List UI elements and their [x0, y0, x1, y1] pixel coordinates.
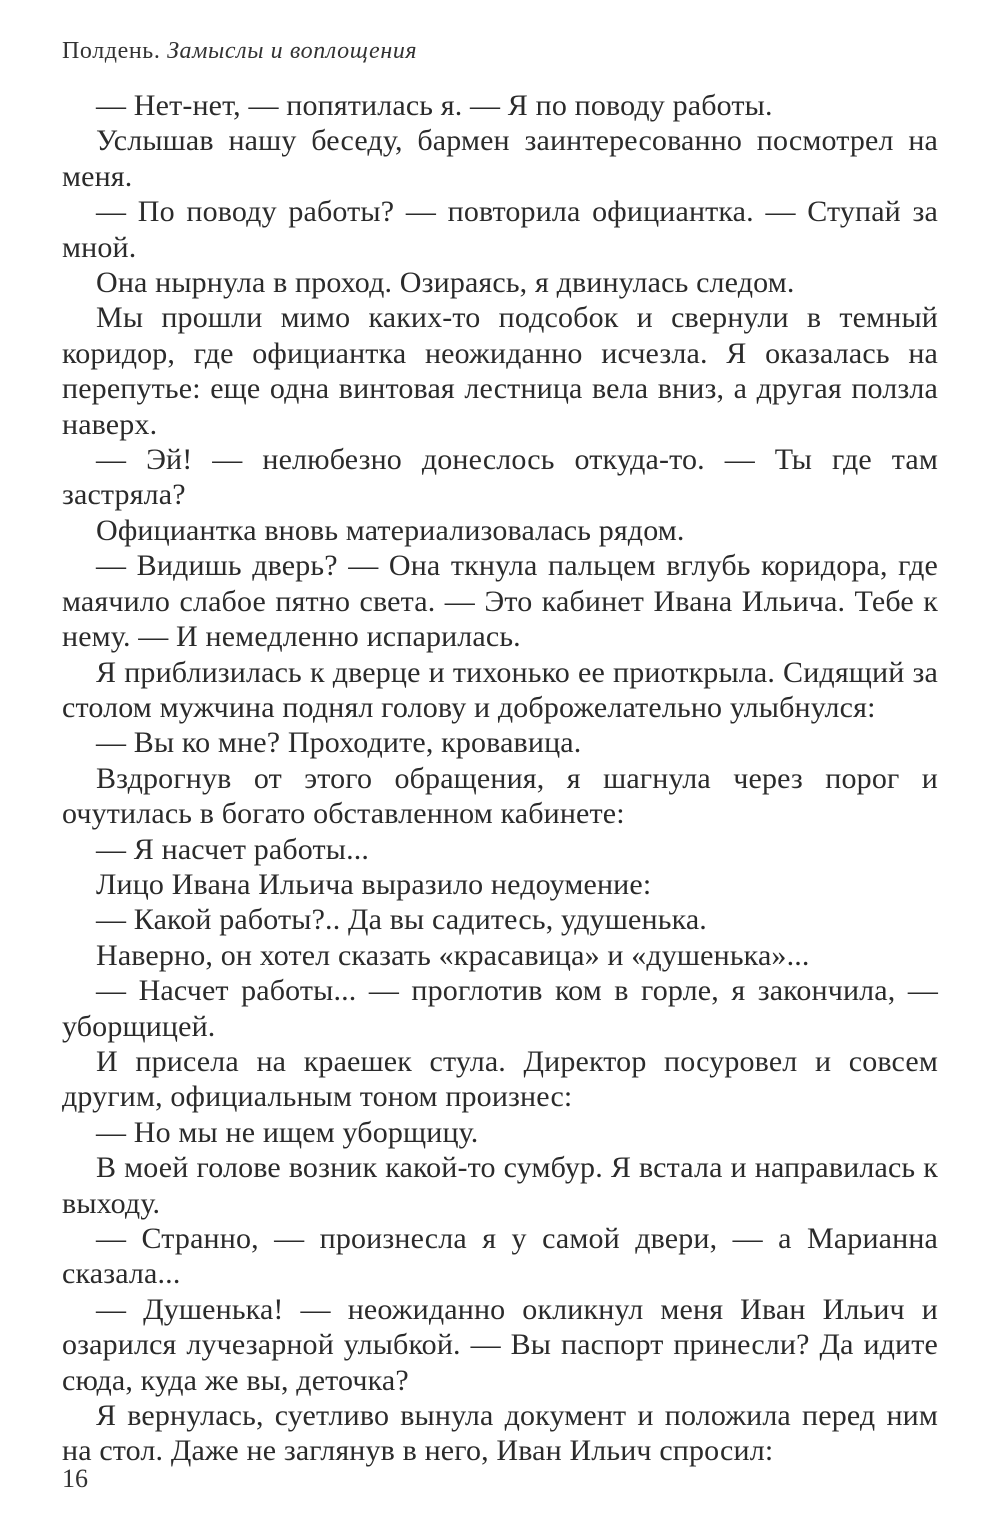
- paragraph: — Душенька! — неожиданно окликнул меня Иван Ильич и озарился лучезарной улыбкой. — Вы паспорт принесли? Да идите сюда, куда же вы, деточка?: [62, 1292, 938, 1397]
- paragraph: Услышав нашу беседу, бармен заинтересованно посмотрел на меня.: [62, 124, 938, 193]
- paragraph: Официантка вновь материализовалась рядом.: [96, 513, 685, 547]
- paragraph: — Я насчет работы...: [96, 832, 370, 866]
- paragraph: Она нырнула в проход. Озираясь, я двинулась следом.: [96, 266, 795, 300]
- paragraph: — Вы ко мне? Проходите, кровавица.: [96, 726, 582, 760]
- page-number: 16: [62, 1464, 88, 1493]
- paragraph: — Нет-нет, — попятилась я. — Я по поводу работы.: [96, 89, 773, 122]
- paragraph: — Какой работы?.. Да вы садитесь, удушенька.: [96, 903, 707, 937]
- paragraph: Вздрогнув от этого обращения, я шагнула через порог и очутилась в богато обставленном кабинете:: [62, 761, 938, 831]
- paragraph: Я вернулась, суетливо вынула документ и положила перед ним на стол. Даже не заглянув в него, Иван Ильич спросил:: [62, 1399, 938, 1468]
- paragraph: Наверно, он хотел сказать «красавица» и «душенька»...: [96, 938, 810, 972]
- running-head-chapter: Замыслы и воплощения: [167, 38, 418, 64]
- running-head-section: Полдень.: [62, 38, 161, 64]
- paragraph: — Странно, — произнесла я у самой двери, — а Марианна сказала...: [62, 1222, 938, 1291]
- body-text: [62, 88, 938, 1469]
- paragraph: — Насчет работы... — проглотив ком в горле, я закончила, — уборщицей.: [62, 974, 938, 1043]
- paragraph: В моей голове возник какой-то сумбур. Я встала и направилась к выходу.: [62, 1151, 938, 1220]
- running-head: [62, 38, 417, 65]
- paragraph: — По поводу работы? — повторила официантка. — Ступай за мной.: [62, 195, 938, 264]
- paragraph: Мы прошли мимо каких-то подсобок и свернули в темный коридор, где официантка неожиданно исчезла. Я оказалась на перепутье: еще одна винтовая лестница вела вниз, а другая ползла наверх.: [62, 301, 938, 441]
- paragraph: — Эй! — нелюбезно донеслось откуда-то. — Ты где там застряла?: [62, 443, 938, 512]
- paragraph: — Но мы не ищем уборщицу.: [96, 1115, 479, 1149]
- paragraph: — Видишь дверь? — Она ткнула пальцем вглубь коридора, где маячило слабое пятно света. — Это кабинет Ивана Ильича. Тебе к нему. — И немедленно испарилась.: [62, 549, 938, 654]
- paragraph: Лицо Ивана Ильича выразило недоумение:: [96, 867, 652, 901]
- paragraph: И присела на краешек стула. Директор посуровел и совсем другим, официальным тоном произнес:: [62, 1044, 938, 1114]
- paragraph: Я приблизилась к дверце и тихонько ее приоткрыла. Сидящий за столом мужчина поднял голову и доброжелательно улыбнулся:: [62, 655, 938, 724]
